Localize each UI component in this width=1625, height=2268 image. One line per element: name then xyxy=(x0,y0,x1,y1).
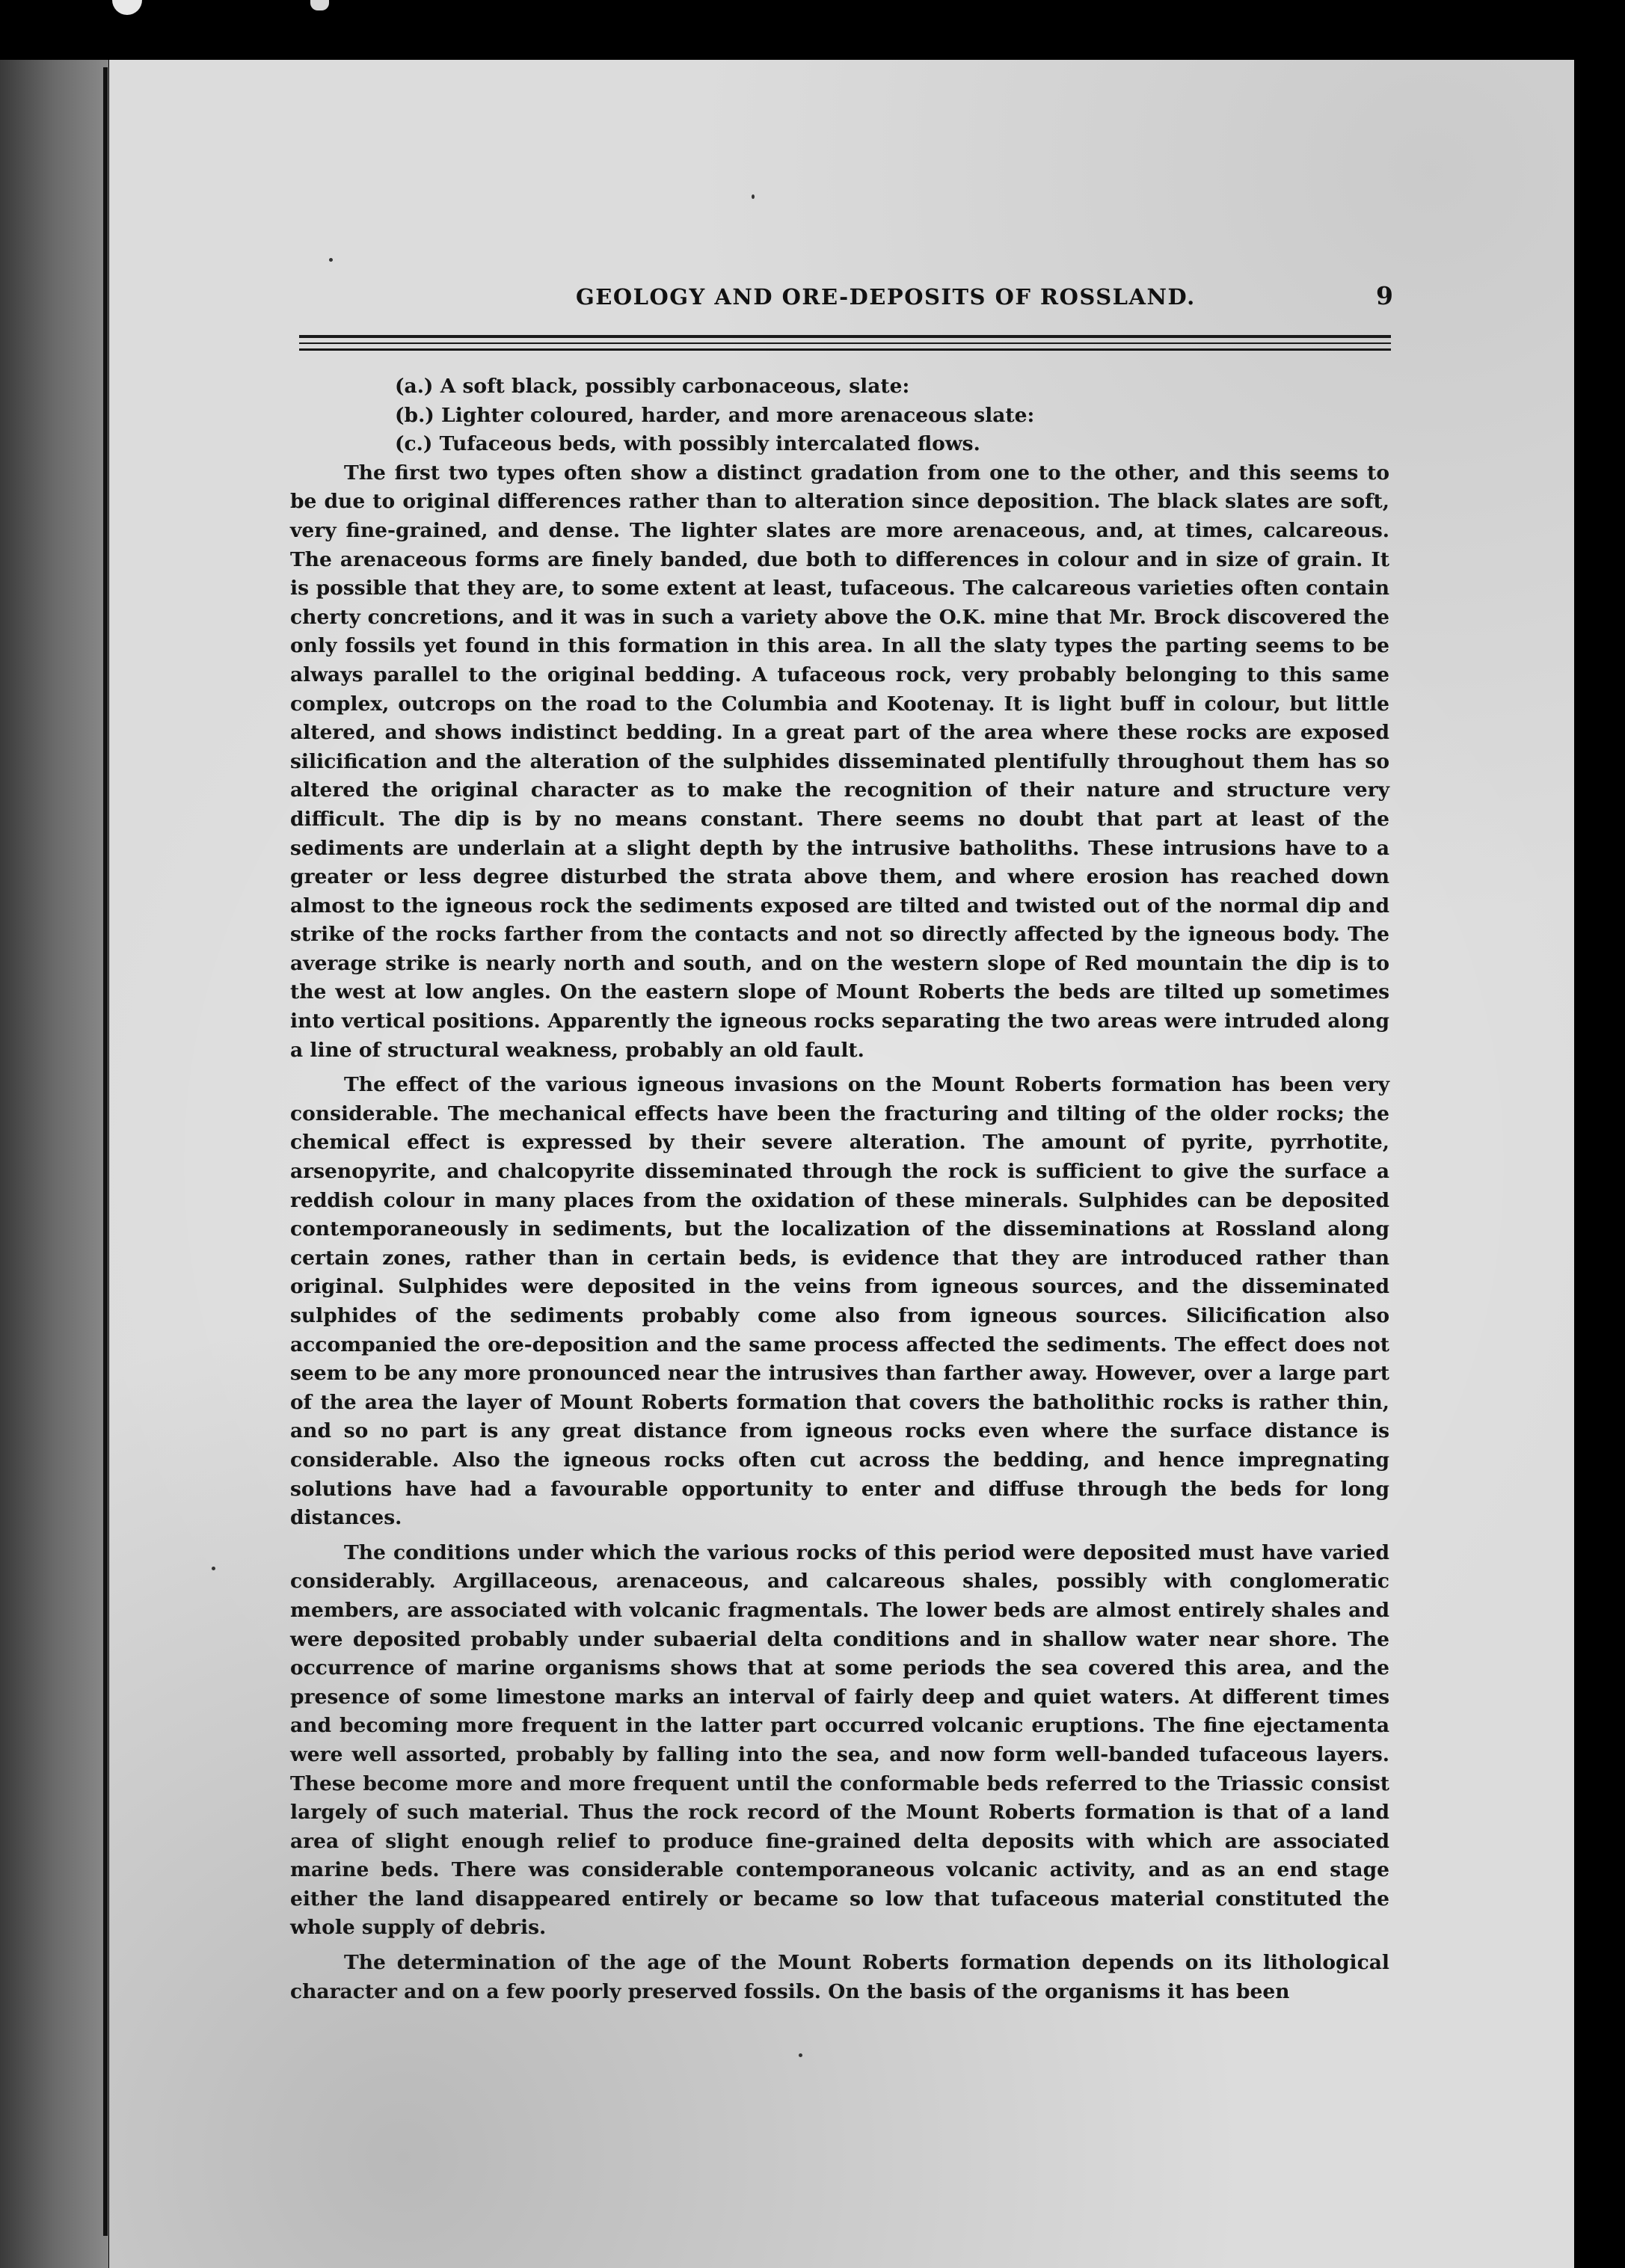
header-rule xyxy=(299,348,1391,351)
scan-speck xyxy=(752,194,755,199)
book-gutter-margin xyxy=(0,60,108,2268)
list-item: (b.) Lighter coloured, harder, and more arenaceous slate: xyxy=(395,403,1035,427)
running-head: GEOLOGY AND ORE-DEPOSITS OF ROSSLAND. xyxy=(576,284,1196,310)
gutter-shadow xyxy=(103,67,108,2236)
list-item: (c.) Tufaceous beds, with possibly intercalated flows. xyxy=(395,432,980,456)
page-right-edge xyxy=(1574,60,1625,2268)
list-item: (a.) A soft black, possibly carbonaceous, slate: xyxy=(395,375,910,398)
header-rule xyxy=(299,335,1391,338)
scan-speck xyxy=(329,258,333,262)
paragraph: The effect of the various igneous invasions on the Mount Roberts formation has been very considerable. The mechanical effects have been the fracturing and tilting of the older rocks; the chemical effect is expressed by their severe alteration. The amount of pyrite, pyrrhotite, arsenopyrite, and chalcopyrite disseminated through the rock is sufficient to give the surface a reddish colour in many places from the oxidation of these minerals. Sulphides can be deposited contemporaneously in sediments, but the localization of the disseminations at Rossland along certain zones, rather than in certain beds, is evidence that they are introduced rather than original. Sulphides were deposited in the veins from igneous sources, and the disseminated sulphides of the sediments probably come also from igneous sources. Silicification also accompanied the ore-deposition and the same process affected the sediments. The effect does not seem to be any more pronounced near the intrusives than farther away. However, over a large part of the area the layer of Mount Roberts formation that covers the batholithic rocks is rather thin, and so no part is any great distance from igneous rocks even where the surface distance is considerable. Also the igneous rocks often cut across the bedding, and hence impregnating solutions have had a favourable opportunity to enter and diffuse through the beds for long distances. xyxy=(290,1073,1389,1530)
paragraph: The conditions under which the various rocks of this period were deposited must have varied considerably. Argillaceous, arenaceous, and calcareous shales, possibly with conglomeratic members, are associated with volcanic fragmentals. The lower beds are almost entirely shales and were deposited probably under subaerial delta conditions and in shallow water near shore. The occurrence of marine organisms shows that at some periods the sea covered this area, and the presence of some limestone marks an interval of fairly deep and quiet waters. At different times and becoming more frequent in the latter part occurred volcanic eruptions. The fine ejectamenta were well assorted, probably by falling into the sea, and now form well-banded tufaceous layers. These become more and more frequent until the conformable beds referred to the Triassic consist largely of such material. Thus the rock record of the Mount Roberts formation is that of a land area of slight enough relief to produce fine-grained delta deposits with which are associated marine beds. There was considerable contemporaneous volcanic activity, and as an end stage either the land disappeared entirely or became so low that tufaceous material constituted the whole supply of debris. xyxy=(290,1540,1389,1940)
scan-speck xyxy=(212,1567,215,1570)
scan-artifact xyxy=(310,0,329,10)
header-rule xyxy=(299,342,1391,344)
scan-artifact xyxy=(112,0,142,15)
paragraph: The determination of the age of the Mount Roberts formation depends on its lithological character and on a few poorly preserved fossils. On the basis of the organisms it has been xyxy=(290,1951,1389,2003)
paragraph: The first two types often show a distinct gradation from one to the other, and this seems to be due to original differences rather than to alteration since deposition. The black slates are soft, very fine-grained, and dense. The lighter slates are more arenaceous, and, at times, calcareous. The arenaceous forms are finely banded, due both to differences in colour and in size of grain. It is possible that they are, to some extent at least, tufaceous. The calcareous varieties often contain cherty concretions, and it was in such a variety above the O.K. mine that Mr. Brock discovered the only fossils yet found in this formation in this area. In all the slaty types the parting seems to be always parallel to the original bedding. A tufaceous rock, very probably belonging to this same complex, outcrops on the road to the Columbia and Kootenay. It is light buff in colour, but little altered, and shows indistinct bedding. In a great part of the area where these rocks are exposed silicification and the alteration of the sulphides disseminated plentifully throughout them has so altered the original character as to make the recognition of their nature and structure very difficult. The dip is by no means constant. There seems no doubt that part at least of the sediments are underlain at a slight depth by the intrusive batholiths. These intrusions have to a greater or less degree disturbed the strata above them, and where erosion has reached down almost to the igneous rock the sediments exposed are tilted and twisted out of the normal dip and strike of the rocks farther from the contacts and not so directly affected by the igneous body. The average strike is nearly north and south, and on the western slope of Red mountain the dip is to the west at low angles. On the eastern slope of Mount Roberts the beds are tilted up sometimes into vertical positions. Apparently the igneous rocks separating the two areas were intruded along a line of structural weakness, probably an old fault. xyxy=(290,461,1389,1062)
scan-speck xyxy=(799,2053,802,2057)
page-number: 9 xyxy=(1376,281,1393,310)
page-body xyxy=(290,372,1389,2006)
